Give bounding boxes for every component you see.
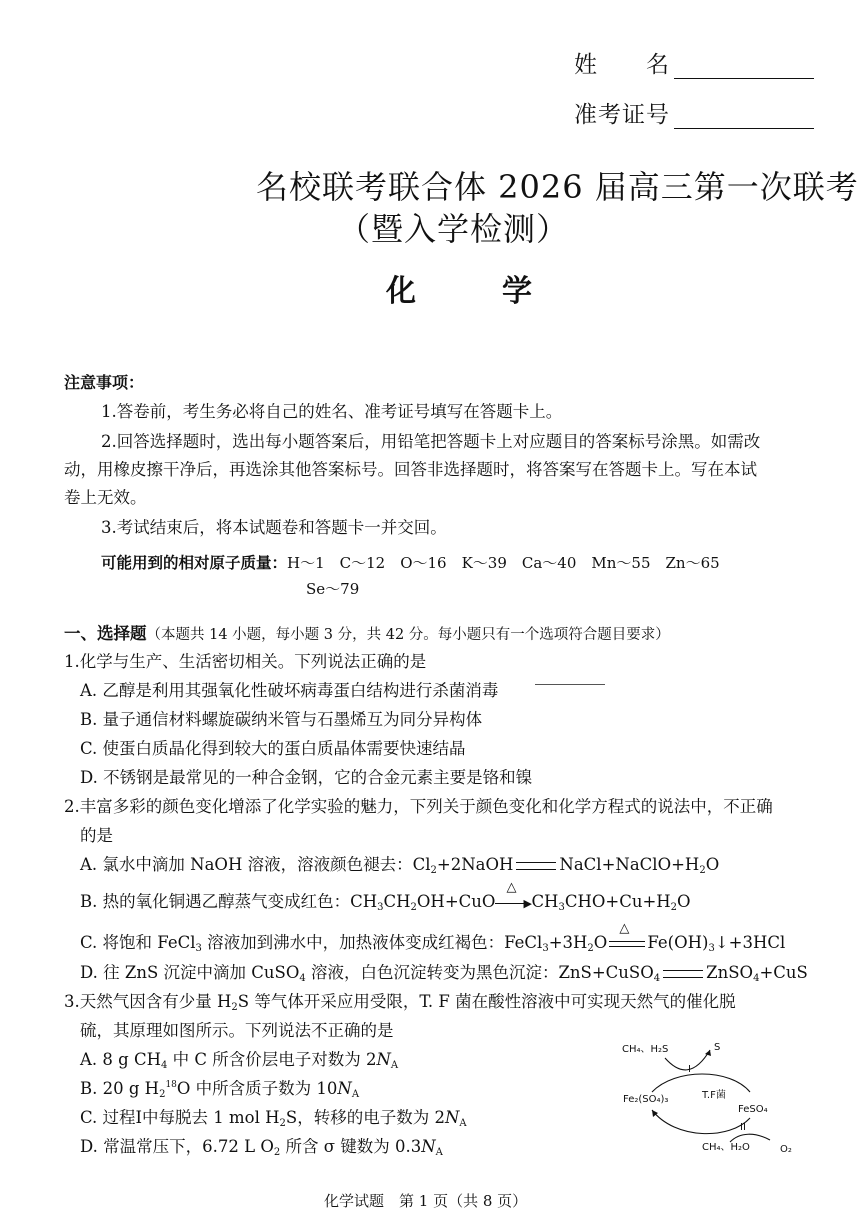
q3-stem-line-2: 硫，其原理如图所示。下列说法不正确的是: [80, 1021, 394, 1040]
diagram-arc-top: [652, 1074, 750, 1092]
q2-c-text: O: [593, 933, 608, 952]
q2-a-text: +2NaOH: [436, 855, 514, 874]
q3-stem-line-1: [64, 988, 736, 1013]
q3-a-text: A. 8 g CH: [80, 1050, 161, 1069]
subscript: A: [390, 1060, 399, 1071]
q3-a-text: 中 C 所含价层电子对数为 2: [167, 1050, 377, 1069]
subscript: 4: [753, 973, 760, 984]
q1-stem: 1.化学与生产、生活密切相关。下列说法正确的是: [64, 652, 427, 671]
subscript: 3: [195, 943, 202, 954]
id-field-row: [574, 96, 814, 129]
arrow-line-top: [609, 941, 645, 942]
subscript: 4: [299, 973, 306, 984]
q2-option-a: [80, 851, 719, 876]
subscript: 2: [670, 902, 678, 913]
q3-option-d: [80, 1133, 443, 1158]
diagram-label-bottom-right: O₂: [780, 1144, 792, 1155]
superscript: 18: [165, 1080, 177, 1090]
q2-option-d: [80, 959, 808, 984]
name-label: 姓 名: [574, 52, 670, 78]
diagram-label-mid-center: T.F菌: [702, 1090, 726, 1101]
subscript: 2: [587, 943, 594, 954]
subscript: 2: [699, 865, 706, 876]
avogadro-symbol: N: [421, 1137, 436, 1156]
q2-b-text: CH: [531, 892, 559, 911]
diagram-label-mid-right: FeSO₄: [738, 1104, 768, 1115]
notice-item-3: 3.考试结束后，将本试题卷和答题卡一并交回。: [101, 518, 447, 537]
subscript: 2: [279, 1118, 286, 1129]
notice-item-1: 1.答卷前，考生务必将自己的姓名、准考证号填写在答题卡上。: [101, 402, 563, 421]
diagram-label-mid-left: Fe₂(SO₄)₃: [623, 1094, 669, 1105]
id-blank[interactable]: [674, 106, 814, 129]
subscript: 2: [273, 1147, 281, 1158]
subject-title: 化 学: [386, 274, 560, 309]
q2-c-text: 溶液加到沸水中，加热液体变成红褐色：FeCl: [201, 933, 543, 952]
q3-option-c: [80, 1104, 467, 1129]
q2-a-text: A. 氯水中滴加 NaOH 溶液，溶液颜色褪去：Cl: [80, 855, 431, 874]
q3-option-b: [80, 1075, 359, 1100]
q2-b-text: CH: [383, 892, 411, 911]
subscript: A: [459, 1118, 467, 1129]
equals-sign: [663, 970, 703, 978]
equals-sign: [516, 862, 556, 870]
q2-stem-line-2: 的是: [80, 826, 113, 845]
diagram-label-roman-2: II: [740, 1122, 746, 1133]
pen-mark: [535, 684, 605, 685]
delta-symbol: △: [506, 879, 517, 895]
reversible-arrow: [607, 920, 647, 951]
subscript: 4: [160, 1060, 168, 1071]
arrow-line-bottom: [609, 946, 645, 947]
q2-a-text: O: [705, 855, 720, 874]
subscript: 3: [558, 902, 565, 913]
page-footer: 化学试题 第 1 页（共 8 页）: [324, 1192, 528, 1210]
subscript: 2: [410, 902, 417, 913]
q3-b-text: B. 20 g H: [80, 1079, 160, 1098]
avogadro-symbol: N: [337, 1079, 352, 1098]
q2-d-text: 溶液，白色沉淀转变为黑色沉淀：ZnS+CuSO: [305, 963, 654, 982]
q2-option-b: [80, 879, 691, 913]
subscript: 4: [653, 973, 661, 984]
q2-d-text: ZnSO: [706, 963, 754, 982]
diagram-label-top-left: CH₄、H₂S: [622, 1044, 669, 1055]
notice-heading: 注意事项：: [64, 373, 145, 392]
arrow-head: ▶: [523, 896, 532, 910]
diagram-arrow-head-1: [705, 1050, 711, 1056]
q2-c-text: C. 将饱和 FeCl: [80, 933, 196, 952]
q2-b-text: OH+CuO: [416, 892, 496, 911]
q2-a-text: NaCl+NaClO+H: [559, 855, 700, 874]
q3-c-text: S，转移的电子数为 2: [285, 1108, 445, 1127]
q3-stem-text: S 等气体开采应用受限，T. F 菌在酸性溶液中可实现天然气的催化脱: [237, 992, 736, 1011]
subscript: 2: [159, 1089, 166, 1100]
subscript: 3: [708, 943, 715, 954]
section-1-desc: （本题共 14 小题，每小题 3 分，共 42 分。每小题只有一个选项符合题目要求）: [146, 627, 670, 643]
q2-d-text: +CuS: [759, 963, 808, 982]
diagram-arc-bottom: [652, 1110, 750, 1134]
diagram-arrow-process-2: [730, 1134, 770, 1142]
delta-symbol: △: [619, 920, 630, 936]
q2-d-text: D. 往 ZnS 沉淀中滴加 CuSO: [80, 963, 300, 982]
atomic-masses: [101, 551, 720, 573]
q3-c-text: C. 过程Ⅰ中每脱去 1 mol H: [80, 1108, 280, 1127]
notice-item-2-line-1: 2.回答选择题时，选出每小题答案后，用铅笔把答题卡上对应题目的答案标号涂黑。如需改: [101, 432, 761, 451]
name-field-row: [574, 46, 814, 79]
q3-d-text: D. 常温常压下，6.72 L O: [80, 1137, 274, 1156]
name-blank[interactable]: [674, 56, 814, 79]
subscript: A: [435, 1147, 443, 1158]
subscript: 2: [231, 1002, 238, 1013]
q2-b-text: B. 热的氧化铜遇乙醇蒸气变成红色：CH: [80, 892, 378, 911]
q2-b-text: O: [677, 892, 691, 911]
subscript: 2: [430, 865, 437, 876]
avogadro-symbol: N: [444, 1108, 460, 1127]
subscript: 3: [542, 943, 549, 954]
q3-b-text: O 中所含质子数为 10: [176, 1079, 338, 1098]
q1-option-c: C. 使蛋白质晶化得到较大的蛋白质晶体需要快速结晶: [80, 739, 466, 758]
notice-item-2-line-3: 卷上无效。: [64, 488, 147, 507]
notice-item-2-line-2: 动，用橡皮擦干净后，再选涂其他答案标号。回答非选择题时，将答案写在答题卡上。写在本试: [64, 460, 757, 479]
exam-subtitle: （暨入学检测）: [338, 210, 570, 248]
q3-option-a: [80, 1046, 398, 1071]
atomic-masses-label: 可能用到的相对原子质量：: [101, 554, 288, 572]
q2-stem-line-1: 2.丰富多彩的颜色变化增添了化学实验的魅力，下列关于颜色变化和化学方程式的说法中，不正确: [64, 797, 773, 816]
avogadro-symbol: N: [376, 1050, 391, 1069]
q2-c-text: +3H: [548, 933, 588, 952]
q3-stem-text: 3.天然气因含有少量 H: [64, 992, 232, 1011]
exam-title: 名校联考联合体 2026 届高三第一次联考: [256, 168, 859, 206]
heat-arrow: [495, 879, 532, 910]
q2-option-c: [80, 920, 786, 954]
subscript: A: [351, 1089, 360, 1100]
q2-c-text: ↓+3HCl: [714, 933, 786, 952]
q3-d-text: 所含 σ 键数为 0.3: [280, 1137, 422, 1156]
section-1-heading: 一、选择题: [64, 624, 147, 643]
desulfurization-diagram: [620, 1040, 810, 1155]
q1-option-a: A. 乙醇是利用其强氧化性破坏病毒蛋白结构进行杀菌消毒: [80, 681, 499, 700]
section-1-header: [64, 620, 670, 644]
q1-option-d: D. 不锈钢是最常见的一种合金钢，它的合金元素主要是铬和镍: [80, 768, 533, 787]
atomic-masses-line-2: Se～79: [306, 580, 360, 598]
diagram-label-bottom-left: CH₄、H₂O: [702, 1142, 750, 1153]
q2-c-text: Fe(OH): [647, 933, 709, 952]
atomic-masses-line-1: H～1 C～12 O～16 K～39 Ca～40 Mn～55 Zn～65: [287, 554, 720, 572]
q1-option-b: B. 量子通信材料螺旋碳纳米管与石墨烯互为同分异构体: [80, 710, 483, 729]
q2-b-text: CHO+Cu+H: [564, 892, 671, 911]
id-label: 准考证号: [574, 102, 670, 128]
subscript: 3: [377, 902, 384, 913]
diagram-label-top-right: S: [714, 1042, 721, 1053]
diagram-label-roman-1: I: [688, 1064, 691, 1075]
